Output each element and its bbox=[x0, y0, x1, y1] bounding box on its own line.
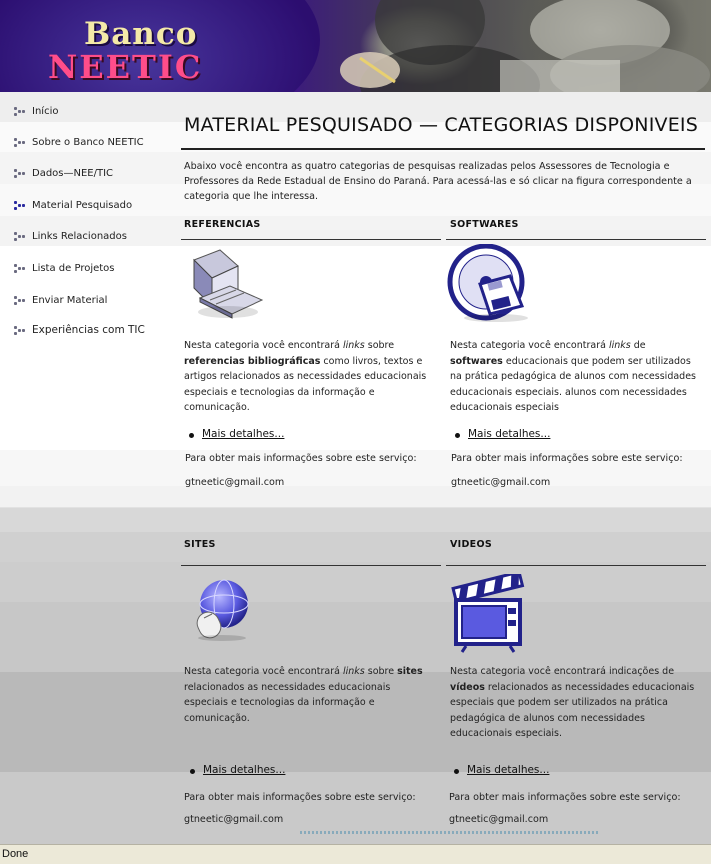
book-icon[interactable] bbox=[186, 248, 266, 320]
nav-bullet-icon bbox=[12, 263, 26, 273]
sidebar-item-lista-projetos[interactable] bbox=[12, 258, 115, 278]
mais-detalhes-link-referencias[interactable]: Mais detalhes... bbox=[202, 428, 285, 440]
globe-mouse-icon[interactable] bbox=[192, 578, 254, 642]
banner-photo bbox=[300, 0, 711, 92]
nav-bullet-icon bbox=[12, 106, 26, 116]
software-disc-icon[interactable] bbox=[446, 244, 534, 324]
nav-bullet-icon bbox=[12, 137, 26, 147]
mais-detalhes-link-sites[interactable]: Mais detalhes... bbox=[203, 764, 286, 776]
dotted-divider bbox=[300, 831, 600, 834]
intro-paragraph: Abaixo você encontra as quatro categorias de pesquisas realizadas pelos Assessores de Tecnologia e Professores da Rede Estadual de Ensino do Paraná. Para acessá-las e só clicar na figura correspondente a categoria que lhe interessa. bbox=[184, 161, 692, 202]
info-text-sites: Para obter mais informações sobre este serviço: bbox=[184, 792, 416, 803]
nav-bullet-icon bbox=[12, 231, 26, 241]
title-divider bbox=[181, 148, 705, 150]
email-text-softwares: gtneetic@gmail.com bbox=[451, 477, 551, 488]
sidebar-item-material-pesquisado[interactable] bbox=[12, 195, 132, 215]
email-text-videos: gtneetic@gmail.com bbox=[449, 814, 549, 825]
clapperboard-tv-icon[interactable] bbox=[450, 574, 528, 654]
sidebar-item-sobre[interactable] bbox=[12, 132, 144, 152]
logo-banco-text: Banco bbox=[84, 16, 198, 52]
category-divider bbox=[181, 239, 441, 240]
nav-bullet-icon bbox=[12, 325, 26, 335]
sidebar-item-label: Sobre o Banco NEETIC bbox=[32, 136, 144, 148]
sidebar-item-dados[interactable] bbox=[12, 163, 113, 183]
nav-bullet-icon bbox=[12, 168, 26, 178]
sidebar-item-experiencias[interactable] bbox=[12, 320, 145, 340]
sidebar-item-label: Experiências com TIC bbox=[32, 324, 145, 336]
email-text-referencias: gtneetic@gmail.com bbox=[185, 477, 285, 488]
sidebar-item-label: Material Pesquisado bbox=[32, 199, 133, 211]
status-text: Done bbox=[2, 848, 29, 860]
sidebar-item-label: Dados—NEE/TIC bbox=[32, 167, 114, 179]
category-description-sites: Nesta categoria você encontrará links sobre sites relacionados as necessidades educacionais especiais e tecnologias da informação e comunicação. bbox=[184, 666, 423, 724]
header-banner bbox=[0, 0, 711, 92]
page-title: MATERIAL PESQUISADO — CATEGORIAS DISPONIVEIS bbox=[184, 114, 698, 136]
banner-student-writing-image bbox=[300, 0, 711, 92]
info-text-videos: Para obter mais informações sobre este serviço: bbox=[449, 792, 681, 803]
sidebar-item-label: Início bbox=[32, 105, 59, 117]
mais-detalhes-link-softwares[interactable]: Mais detalhes... bbox=[468, 428, 551, 440]
nav-bullet-icon bbox=[12, 295, 26, 305]
sidebar-item-inicio[interactable] bbox=[12, 101, 58, 121]
mais-detalhes-link-videos[interactable]: Mais detalhes... bbox=[467, 764, 550, 776]
category-divider bbox=[181, 565, 441, 566]
category-description-videos: Nesta categoria você encontrará indicações de vídeos relacionados as necessidades educacionais especiais que podem ser utilizados na prática pedagógica de alunos com necessidades educacionais especiais. bbox=[450, 666, 695, 739]
sidebar-item-label: Lista de Projetos bbox=[32, 262, 115, 274]
category-divider bbox=[446, 565, 706, 566]
info-text-softwares: Para obter mais informações sobre este serviço: bbox=[451, 453, 683, 464]
sidebar-item-enviar-material[interactable] bbox=[12, 290, 107, 310]
sidebar-item-links-relacionados[interactable] bbox=[12, 226, 127, 246]
nav-bullet-icon bbox=[12, 200, 26, 210]
category-divider bbox=[446, 239, 706, 240]
category-heading-videos: VIDEOS bbox=[450, 539, 492, 550]
sidebar-item-label: Links Relacionados bbox=[32, 230, 127, 242]
category-heading-sites: SITES bbox=[184, 539, 216, 550]
info-text-referencias: Para obter mais informações sobre este serviço: bbox=[185, 453, 417, 464]
category-heading-referencias: REFERENCIAS bbox=[184, 219, 261, 230]
email-text-sites: gtneetic@gmail.com bbox=[184, 814, 284, 825]
sidebar-item-label: Enviar Material bbox=[32, 294, 108, 306]
category-description-referencias: Nesta categoria você encontrará links sobre referencias bibliográficas como livros, textos e artigos relacionados as necessidades educacionais especiais e tecnologias da informação e comunicação. bbox=[184, 340, 427, 413]
browser-status-bar bbox=[0, 844, 711, 864]
category-description-softwares: Nesta categoria você encontrará links de softwares educacionais que podem ser utilizados na prática pedagógica de alunos com necessidades educacionais especiais. alunos com necessidades educacionais especiais bbox=[450, 340, 696, 413]
category-heading-softwares: SOFTWARES bbox=[450, 219, 519, 230]
logo-neetic-text: NEETIC bbox=[48, 48, 203, 86]
